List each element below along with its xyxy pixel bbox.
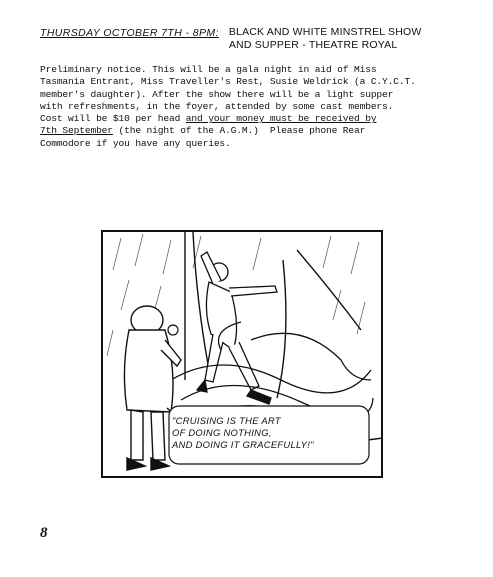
notice-line — [40, 113, 472, 125]
event-title-line-1: BLACK AND WHITE MINSTREL SHOW — [228, 26, 422, 38]
notice-line: Commodore if you have any queries. — [40, 137, 231, 149]
notice-text: (the night of the A.G.M.) Please phone Rear — [112, 125, 366, 137]
caption-line-3: AND DOING IT GRACEFULLY!" — [172, 439, 314, 450]
cartoon-caption — [172, 415, 347, 451]
deadline-emphasis: and your money must be received by — [185, 113, 377, 125]
event-header — [40, 26, 470, 52]
caption-line-1: "CRUISING IS THE ART — [172, 415, 281, 426]
notice-paragraph — [40, 64, 472, 150]
event-title — [229, 26, 422, 52]
notice-line: Tasmania Entrant, Miss Traveller's Rest, Susie Weldrick (a C.Y.C.T. — [40, 76, 416, 88]
event-date: THURSDAY OCTOBER 7TH - 8PM: — [40, 27, 219, 39]
notice-line — [40, 125, 472, 137]
deadline-date: 7th September — [40, 125, 113, 137]
notice-text: Cost will be $10 per head — [40, 113, 186, 125]
notice-line: with refreshments, in the foyer, attended by some cast members. — [40, 100, 394, 112]
event-title-line-2: AND SUPPER - THEATRE ROYAL — [228, 39, 398, 51]
notice-line: Preliminary notice. This will be a gala night in aid of Miss — [40, 64, 377, 75]
notice-line: member's daughter). After the show there will be a light supper — [40, 88, 394, 100]
caption-line-2: OF DOING NOTHING, — [172, 427, 272, 438]
page-number: 8 — [40, 525, 48, 541]
